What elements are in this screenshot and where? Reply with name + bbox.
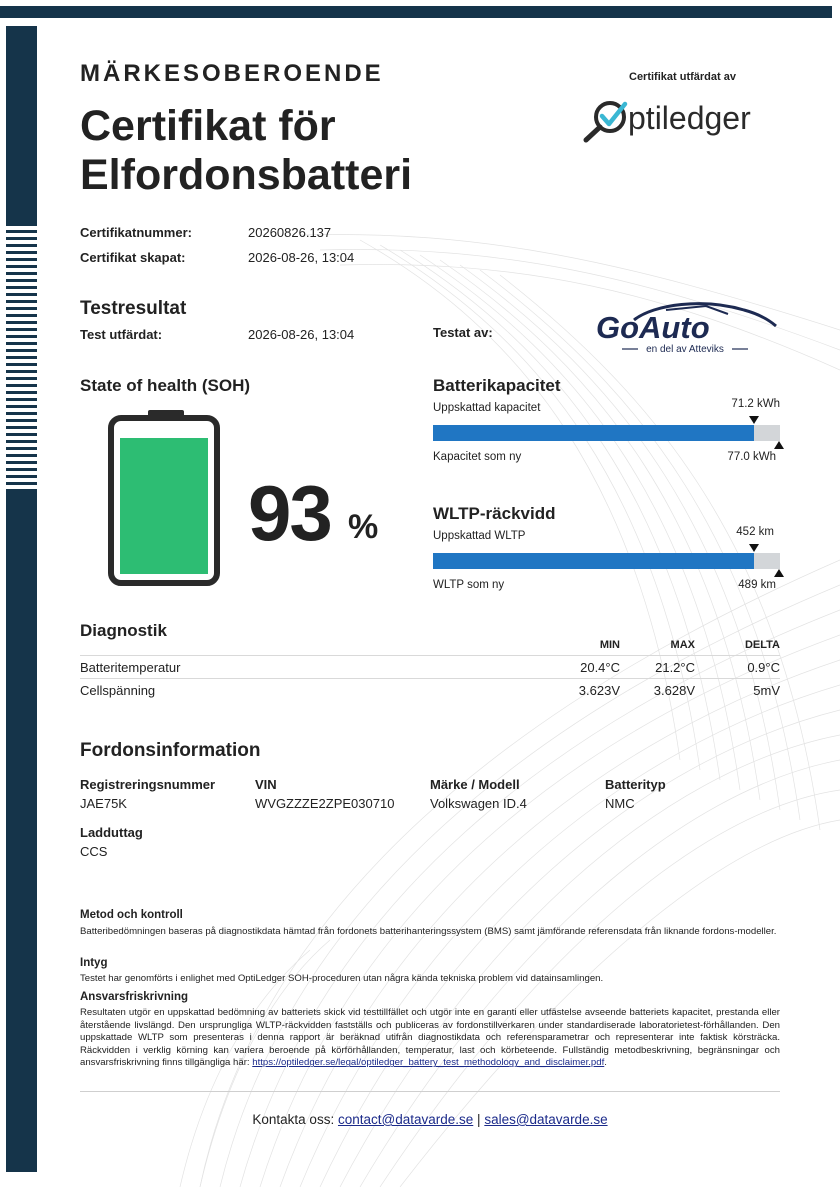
wltp-bar-fill	[433, 553, 754, 569]
side-stripes	[6, 226, 37, 492]
battery-type-value: NMC	[605, 796, 635, 811]
row-min: 3.623V	[520, 679, 620, 702]
wltp-new-label: WLTP som ny	[433, 579, 505, 591]
row-min: 20.4°C	[520, 656, 620, 679]
certificate-created-label: Certifikat skapat:	[80, 250, 186, 265]
wltp-estimated-value: 452 km	[736, 526, 774, 538]
certificate-created: 2026-08-26, 13:04	[248, 250, 355, 265]
contact-line	[80, 1112, 780, 1127]
sales-email-link[interactable]: sales@datavarde.se	[484, 1112, 608, 1127]
row-name: Batteritemperatur	[80, 656, 520, 679]
attest-text: Testet har genomförts i enlighet med OptiLedger SOH-proceduren utan några kända tekniska problem vid datainsamlingen.	[80, 973, 604, 984]
contact-separator: |	[477, 1112, 481, 1127]
capacity-bar-fill	[433, 425, 754, 441]
charging-value: CCS	[80, 844, 108, 859]
column-max: MAX	[670, 639, 695, 651]
disclaimer-text: Resultaten utgör en uppskattad bedömning av batteriets skick vid testtillfället och utgör inte en garanti eller utfästelse avseende batteriets kapacitet, prestanda eller återstående livslängd. Den ursprungliga WLTP-räckvidden fastställs och publiceras av fordonstillverkaren under standardiserade laboratorietest-förhållanden. Den uppskattade WLTP som presenteras i denna rapport är beräknad utifrån diagnostikdata och referensparametrar och representerar inte faktisk körsträcka. Räckvidden i verklig körning kan variera beroende på körförhållanden, temperatur, last och körbeteende. Fullständig metodbeskrivning, begränsningar och ansvarsfriskrivning finns tillgängliga här:	[80, 1007, 780, 1069]
wltp-heading: WLTP-räckvidd	[433, 504, 556, 523]
capacity-estimated-label: Uppskattad kapacitet	[433, 402, 541, 414]
top-bar	[0, 6, 832, 18]
registration-label: Registreringsnummer	[80, 777, 216, 792]
wltp-bar	[433, 553, 780, 569]
optiledger-logo	[582, 92, 782, 144]
capacity-new-marker	[774, 441, 784, 449]
issued-by-label: Certifikat utfärdat av	[629, 71, 736, 83]
svg-text:GoAuto: GoAuto	[596, 310, 710, 345]
svg-text:ptiledger: ptiledger	[628, 100, 751, 136]
title-line-1: Certifikat för	[80, 102, 336, 150]
test-issued-label: Test utfärdat:	[80, 327, 163, 342]
diagnostics-header-row	[80, 636, 780, 656]
diagnostics-heading: Diagnostik	[80, 621, 167, 640]
page-title	[80, 102, 412, 200]
disclaimer-link[interactable]: https://optiledger.se/legal/optiledger_battery_test_methodology_and_disclaimer.pdf	[252, 1057, 605, 1069]
side-bar	[6, 26, 37, 1172]
test-issued: 2026-08-26, 13:04	[248, 327, 355, 342]
kicker-label: MÄRKESOBEROENDE	[80, 60, 384, 87]
wltp-new-value: 489 km	[738, 579, 776, 591]
certificate-number: 20260826.137	[248, 225, 332, 240]
wltp-estimated-marker	[749, 544, 759, 552]
battery-fill	[120, 438, 208, 574]
registration-value: JAE75K	[80, 796, 127, 811]
row-max: 21.2°C	[620, 656, 695, 679]
capacity-bar	[433, 425, 780, 441]
disclaimer-paragraph	[80, 1007, 780, 1070]
row-max: 3.628V	[620, 679, 695, 702]
column-min: MIN	[599, 639, 620, 651]
table-row	[80, 679, 780, 702]
soh-value: 93	[248, 469, 331, 557]
disclaimer-end: .	[604, 1057, 607, 1069]
wltp-estimated-label: Uppskattad WLTP	[433, 530, 526, 542]
wltp-new-marker	[774, 569, 784, 577]
footer-divider	[80, 1091, 780, 1092]
title-line-2: Elfordonsbatteri	[80, 151, 413, 199]
capacity-estimated-value: 71.2 kWh	[731, 398, 780, 410]
method-heading: Metod och kontroll	[80, 909, 183, 921]
row-delta: 0.9°C	[695, 656, 780, 679]
soh-heading: State of health (SOH)	[80, 376, 251, 395]
vin-label: VIN	[255, 777, 277, 792]
column-delta: DELTA	[744, 639, 780, 651]
capacity-new-label: Kapacitet som ny	[433, 451, 522, 463]
row-name: Cellspänning	[80, 679, 520, 702]
vehicle-heading: Fordonsinformation	[80, 740, 261, 761]
charging-label: Ladduttag	[80, 825, 143, 840]
vin-value: WVGZZZE2ZPE030710	[255, 796, 395, 811]
table-row	[80, 656, 780, 679]
disclaimer-heading: Ansvarsfriskrivning	[80, 991, 189, 1003]
capacity-estimated-marker	[749, 416, 759, 424]
model-value: Volkswagen ID.4	[430, 796, 527, 811]
certificate-number-label: Certifikatnummer:	[80, 225, 192, 240]
method-text: Batteribedömningen baseras på diagnostikdata hämtad från fordonets batterihanteringssystem (BMS) samt jämförande referensdata från liknande fordons-modeller.	[80, 926, 777, 937]
row-delta: 5mV	[695, 679, 780, 702]
soh-unit: %	[348, 508, 379, 546]
tested-by-label: Testat av:	[433, 325, 493, 340]
goauto-logo	[594, 300, 780, 358]
battery-type-label: Batterityp	[605, 777, 666, 792]
attest-heading: Intyg	[80, 957, 108, 969]
goauto-tagline: en del av Atteviks	[646, 344, 724, 355]
battery-icon	[108, 410, 220, 586]
test-results-heading: Testresultat	[80, 298, 187, 319]
contact-label: Kontakta oss:	[252, 1112, 335, 1127]
capacity-heading: Batterikapacitet	[433, 376, 561, 395]
capacity-new-value: 77.0 kWh	[727, 451, 776, 463]
contact-email-link[interactable]: contact@datavarde.se	[337, 1112, 474, 1127]
model-label: Märke / Modell	[430, 777, 520, 792]
diagnostics-table	[80, 636, 780, 701]
